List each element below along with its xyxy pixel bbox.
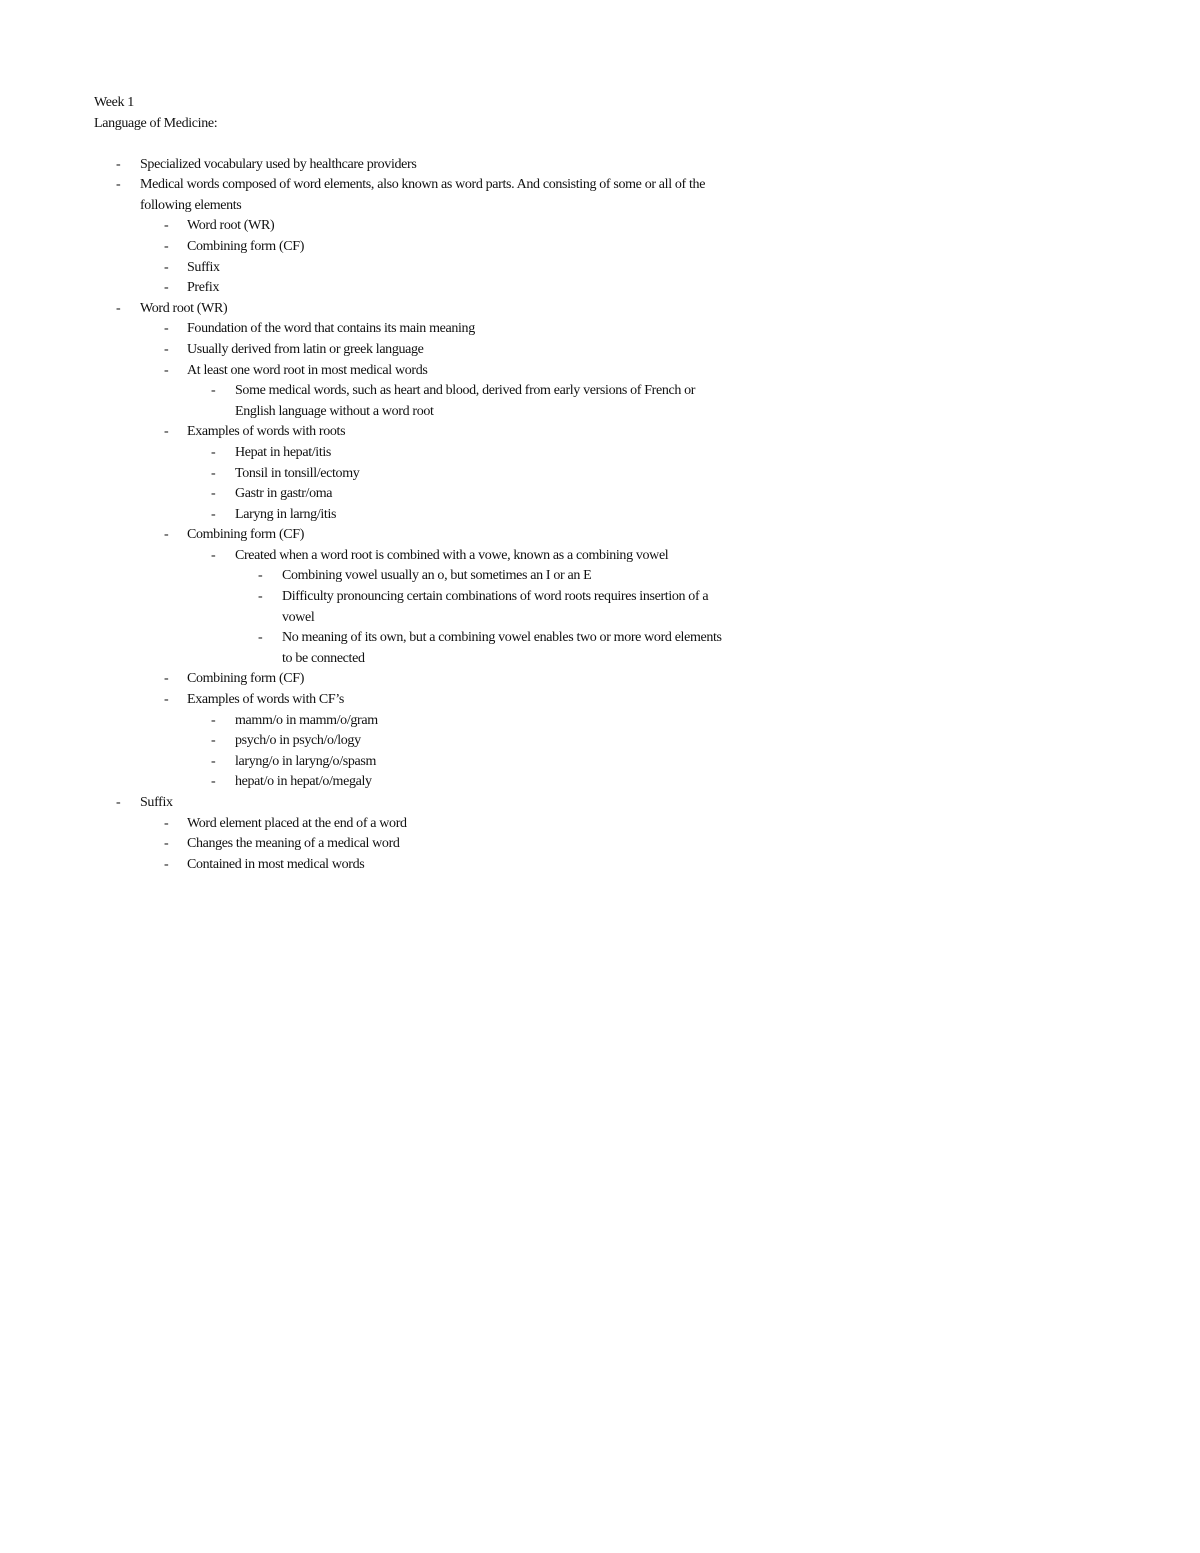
blank-line	[94, 135, 734, 155]
outline-item-level-3	[94, 443, 734, 464]
bullet-dash: -	[164, 424, 169, 440]
outline-item-level-3	[94, 772, 734, 793]
bullet-dash: -	[258, 630, 263, 646]
outline-item-level-3	[94, 731, 734, 752]
outline-item-level-3	[94, 484, 734, 505]
bullet-dash: -	[164, 815, 169, 831]
outline-item-text: Combining form (CF)	[187, 527, 305, 543]
outline-item-text: Combining vowel usually an o, but sometimes an I or an E	[282, 568, 592, 584]
outline-item-level-2	[94, 690, 734, 711]
bullet-dash: -	[211, 753, 216, 769]
bullet-dash: -	[164, 341, 169, 357]
outline-item-text: Foundation of the word that contains its main meaning	[187, 321, 475, 337]
outline-item-text: Suffix	[187, 259, 220, 275]
outline-item-level-1	[94, 299, 734, 320]
outline-item-level-3	[94, 711, 734, 732]
outline-item-text: psych/o in psych/o/logy	[235, 733, 361, 749]
outline-item-text: mamm/o in mamm/o/gram	[235, 712, 378, 728]
bullet-dash: -	[211, 383, 216, 399]
outline-item-level-2	[94, 216, 734, 237]
outline-item-text: No meaning of its own, but a combining vowel enables two or more word elements to be connected	[282, 630, 722, 666]
outline-item-level-2	[94, 669, 734, 690]
outline-item-text: Word element placed at the end of a word	[187, 815, 407, 831]
outline-item-level-2	[94, 422, 734, 443]
bullet-dash: -	[211, 712, 216, 728]
outline-item-text: Gastr in gastr/oma	[235, 486, 333, 502]
outline-item-text: hepat/o in hepat/o/megaly	[235, 774, 372, 790]
outline-item-text: Contained in most medical words	[187, 856, 365, 872]
bullet-dash: -	[258, 568, 263, 584]
outline-item-text: Some medical words, such as heart and blood, derived from early versions of French or English language without a word root	[235, 383, 696, 419]
bullet-dash: -	[211, 506, 216, 522]
outline-item-level-4	[94, 587, 734, 628]
outline-item-text: Word root (WR)	[140, 300, 228, 316]
bullet-dash: -	[164, 527, 169, 543]
document-subheading: Language of Medicine:	[94, 115, 218, 131]
outline-item-level-3	[94, 546, 734, 567]
bullet-dash: -	[164, 280, 169, 296]
outline-item-level-1	[94, 793, 734, 814]
document-heading: Week 1	[94, 95, 134, 110]
bullet-dash: -	[211, 547, 216, 563]
outline-item-text: Specialized vocabulary used by healthcare providers	[140, 156, 417, 172]
outline-item-text: Combining form (CF)	[187, 671, 305, 687]
outline-item-text: Combining form (CF)	[187, 238, 305, 254]
bullet-dash: -	[211, 486, 216, 502]
bullet-dash: -	[116, 177, 121, 193]
outline-item-level-3	[94, 381, 734, 422]
outline-item-text: Usually derived from latin or greek language	[187, 341, 424, 357]
outline-item-text: Examples of words with CF’s	[187, 692, 344, 708]
bullet-dash: -	[164, 856, 169, 872]
bullet-dash: -	[164, 238, 169, 254]
bullet-dash: -	[211, 733, 216, 749]
bullet-dash: -	[116, 156, 121, 172]
bullet-dash: -	[116, 795, 121, 810]
outline-item-text: Examples of words with roots	[187, 424, 346, 440]
outline-item-level-3	[94, 464, 734, 485]
outline-item-text: Prefix	[187, 280, 220, 296]
bullet-dash: -	[211, 465, 216, 481]
outline-item-level-1	[94, 155, 734, 176]
outline-item-level-1	[94, 175, 734, 216]
outline-item-level-2	[94, 834, 734, 855]
outline-item-text: Word root (WR)	[187, 218, 275, 234]
bullet-dash: -	[164, 692, 169, 708]
outline-item-level-2	[94, 319, 734, 340]
outline-item-level-2	[94, 278, 734, 299]
outline-item-level-2	[94, 525, 734, 546]
outline-item-level-4	[94, 628, 734, 669]
outline-list	[94, 155, 734, 876]
bullet-dash: -	[164, 321, 169, 337]
outline-item-level-2	[94, 855, 734, 876]
outline-item-text: Laryng in larng/itis	[235, 506, 337, 522]
bullet-dash: -	[211, 444, 216, 460]
outline-item-level-2	[94, 814, 734, 835]
outline-item-level-2	[94, 258, 734, 279]
bullet-dash: -	[258, 589, 263, 605]
bullet-dash: -	[164, 836, 169, 852]
outline-item-text: Created when a word root is combined with a vowe, known as a combining vowel	[235, 547, 669, 563]
outline-item-text: Medical words composed of word elements, also known as word parts. And consisting of some or all of the following elements	[140, 177, 706, 213]
document-body	[94, 93, 734, 875]
bullet-dash: -	[116, 300, 121, 316]
bullet-dash: -	[164, 362, 169, 378]
outline-item-text: Suffix	[140, 795, 173, 810]
outline-item-level-4	[94, 566, 734, 587]
outline-item-text: Changes the meaning of a medical word	[187, 836, 400, 852]
outline-item-text: Difficulty pronouncing certain combinations of word roots requires insertion of a vowel	[282, 589, 709, 625]
outline-item-text: At least one word root in most medical words	[187, 362, 428, 378]
outline-item-text: laryng/o in laryng/o/spasm	[235, 753, 376, 769]
bullet-dash: -	[164, 671, 169, 687]
outline-item-text: Hepat in hepat/itis	[235, 444, 331, 460]
outline-item-level-2	[94, 340, 734, 361]
outline-item-level-3	[94, 752, 734, 773]
outline-item-text: Tonsil in tonsill/ectomy	[235, 465, 360, 481]
outline-item-level-2	[94, 237, 734, 258]
outline-item-level-3	[94, 505, 734, 526]
bullet-dash: -	[164, 218, 169, 234]
bullet-dash: -	[164, 259, 169, 275]
bullet-dash: -	[211, 774, 216, 790]
outline-item-level-2	[94, 361, 734, 382]
